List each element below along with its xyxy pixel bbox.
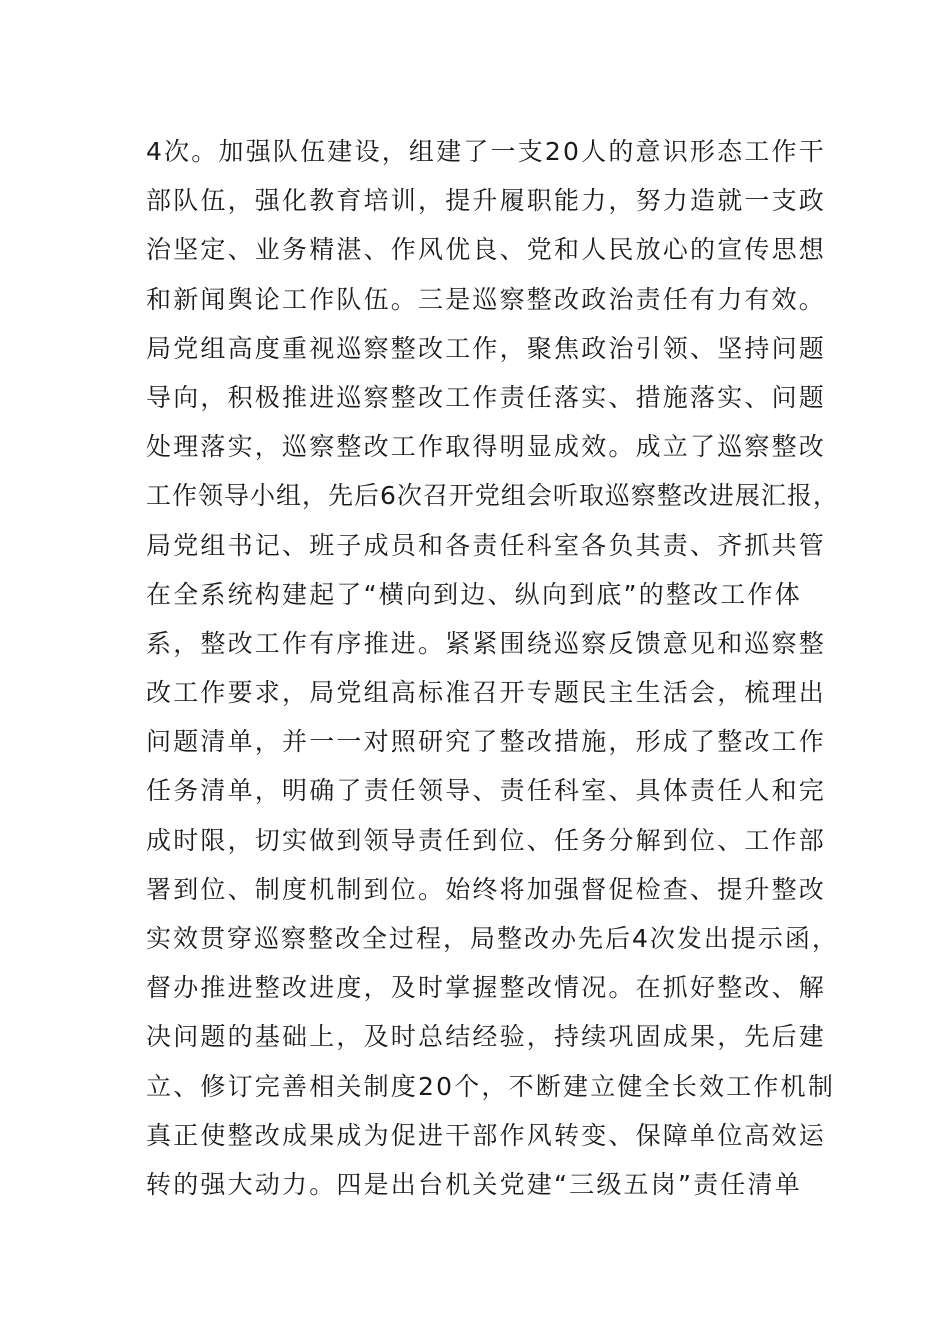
text-line: 立、修订完善相关制度20个，不断建立健全长效工作机制 [146,1071,836,1101]
text-line: 在全系统构建起了“横向到边、纵向到底”的整改工作体 [146,579,802,609]
text-line: 问题清单，并一一对照研究了整改措施，形成了整改工作 [146,727,827,757]
text-line: 部队伍，强化教育培训，提升履职能力，努力造就一支政 [146,186,827,216]
text-line: 改工作要求，局党组高标准召开专题民主生活会，梳理出 [146,678,827,708]
text-line: 实效贯穿巡察整改全过程，局整改办先后4次发出提示函， [146,924,839,953]
text-line: 真正使整改成果成为促进干部作风转变、保障单位高效运 [146,1120,827,1150]
text-line: 和新闻舆论工作队伍。三是巡察整改政治责任有力有效。 [146,284,827,314]
text-line: 任务清单，明确了责任领导、责任科室、具体责任人和完 [146,776,827,806]
text-line: 4次。加强队伍建设，组建了一支20人的意识形态工作干 [146,137,826,166]
text-line: 导向，积极推进巡察整改工作责任落实、措施落实、问题 [146,382,827,412]
text-line: 治坚定、业务精湛、作风优良、党和人民放心的宣传思想 [146,235,827,265]
text-line: 局党组高度重视巡察整改工作，聚焦政治引领、坚持问题 [146,333,827,363]
text-line: 署到位、制度机制到位。始终将加强督促检查、提升整改 [146,874,827,904]
text-line: 成时限，切实做到领导责任到位、任务分解到位、工作部 [146,825,827,855]
text-line: 督办推进整改进度，及时掌握整改情况。在抓好整改、解 [146,973,827,1003]
text-line: 工作领导小组，先后6次召开党组会听取巡察整改进展汇报， [146,481,839,511]
text-line: 决问题的基础上，及时总结经验，持续巩固成果，先后建 [146,1022,827,1052]
text-line: 转的强大动力。四是出台机关党建“三级五岗”责任清单 [146,1169,802,1199]
body-text [146,127,839,1209]
text-line: 局党组书记、班子成员和各责任科室各负其责、齐抓共管 [146,530,827,560]
text-line: 系，整改工作有序推进。紧紧围绕巡察反馈意见和巡察整 [146,628,827,658]
text-line: 处理落实，巡察整改工作取得明显成效。成立了巡察整改 [146,432,827,462]
